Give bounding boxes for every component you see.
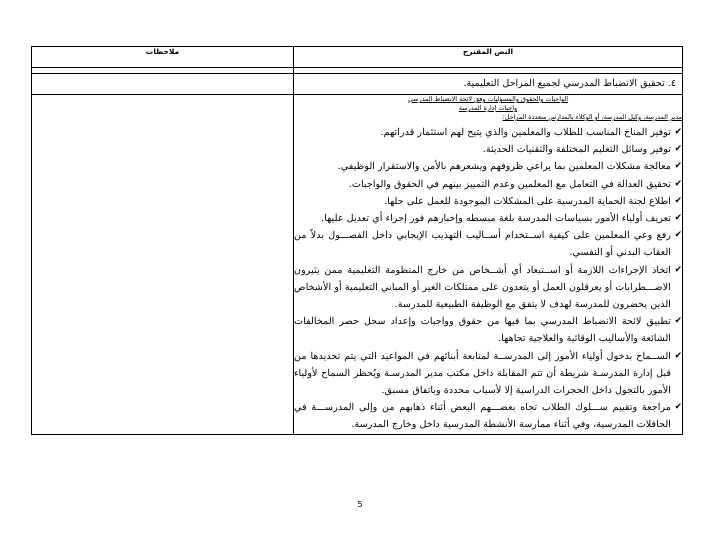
checkmark-arrow-icon: ✔ (674, 178, 682, 189)
list-item-text: تعريف أولياء الأمور بسياسات المدرسة بلغة مبسطه وإخبارهم فور إجراء أي تعديل عليها. (321, 213, 671, 225)
list-item-text: اتخاذ الإجراءات اللازمة أو اســتبعاد أي أشــخاص من خارج المنظومة التعليمية ممن يثيرون الاضـــطرابات أو يعرقلون العمل أو يتعدون على ممتلكات الغير أو المباني التعليمية أو الأشخاص الذين يحضرون للمدرسة لهدف لا يتفق مع الوظيفة الطبيعية للمدرسة. (294, 264, 671, 311)
duties-list (294, 124, 682, 434)
list-item-text: تطبيق لائحة الانضباط المدرسي بما فيها من حقوق وواجبات وإعداد سجل حصر المخالفات الشائعة والأساليب الوقائية والعلاجية تجاهها. (294, 316, 671, 345)
list-item-text: توفير المناخ المناسب للطلاب والمعلمين والذي يتيح لهم استثمار قدراتهم. (380, 127, 671, 138)
list-item (294, 158, 682, 175)
checkmark-arrow-icon: ✔ (674, 350, 682, 361)
checkmark-arrow-icon: ✔ (674, 213, 682, 224)
list-item-text: مراجعة وتقييم ســـلوك الطلاب تجاه بعضـــهم البعض أثناء ذهابهم من وإلى المدرســـة في الحافلات المدرسية، وفي أثناء ممارسة الأنشطة المدرسية داخل وخارج المدرسة. (294, 402, 671, 431)
list-item-text: رفع وعي المعلمين على كيفية اســتخدام أســاليب التهذيب الإيجابي داخل الفصـــول بدلاً من العقاب البدني أو النفسي. (294, 230, 671, 259)
content-row (32, 95, 683, 435)
checkmark-arrow-icon: ✔ (674, 316, 682, 327)
list-item-text: اطلاع لجنة الحماية المدرسية على المشكلات الموجودة للعمل على حلها. (384, 195, 671, 207)
list-item (294, 176, 682, 193)
section-row (32, 74, 683, 95)
list-item (294, 348, 682, 400)
checkmark-arrow-icon: ✔ (674, 402, 682, 413)
list-item (294, 262, 682, 314)
list-item (294, 399, 682, 433)
page-number: 5 (357, 500, 363, 509)
list-item-text: تحقيق العدالة في التعامل مع المعلمين وعدم التمييز بينهم في الحقوق والواجبات. (348, 178, 671, 190)
checkmark-arrow-icon: ✔ (674, 161, 682, 172)
list-item-text: توفير وسائل التعليم المختلفة والتقنيات الحديثة. (482, 144, 671, 156)
proposed-text-column-header: النص المقترح (294, 47, 683, 68)
checkmark-arrow-icon: ✔ (674, 127, 682, 137)
content-notes-cell (32, 95, 294, 435)
checkmark-arrow-icon: ✔ (674, 195, 682, 206)
subheading-roles: مدير المدرسة، وكيل المدرسة، أو الوكلاء بالمدارس متعددة المراحل: (502, 113, 682, 121)
section-title: ٤. تحقيق الانضباط المدرسي لجميع المراحل التعليمية. (463, 78, 676, 89)
checkmark-arrow-icon: ✔ (674, 264, 682, 275)
list-item (294, 141, 682, 158)
checkmark-arrow-icon: ✔ (674, 230, 682, 241)
proposal-table (31, 46, 683, 435)
header-row (32, 47, 683, 68)
subheading-admin-duties: واجبات إدارة المدرسة (458, 104, 518, 112)
list-item (294, 227, 682, 261)
list-item (294, 124, 682, 141)
section-text-cell (294, 74, 683, 95)
section-notes-cell (32, 74, 294, 95)
subheading-rights-duties: الواجبات والحقوق والمسؤليات وفق لائحة الانضباط المدرسي (407, 95, 569, 103)
content-text-cell (294, 95, 683, 435)
list-item (294, 313, 682, 347)
list-item (294, 193, 682, 210)
list-item-text: الســماح بدخول أولياء الأمور إلى المدرســة لمتابعة أبنائهم في المواعيد التي يتم تحديدها من قبل إدارة المدرسـة شريطة أن تتم المقابلة داخل مكتب مدير المدرسـة ويُحظر السماح لأولياء الأمور بالتجول داخل الحجرات الدراسية إلا لأسباب محددة وباتفاق مسبق. (294, 350, 671, 397)
notes-column-header: ملاحظات (32, 47, 294, 68)
list-item (294, 210, 682, 227)
checkmark-arrow-icon: ✔ (674, 144, 682, 155)
list-item-text: معالجة مشكلات المعلمين بما يراعي ظروفهم ويشعرهم بالأمن والاستقرار الوظيفي. (337, 161, 671, 173)
